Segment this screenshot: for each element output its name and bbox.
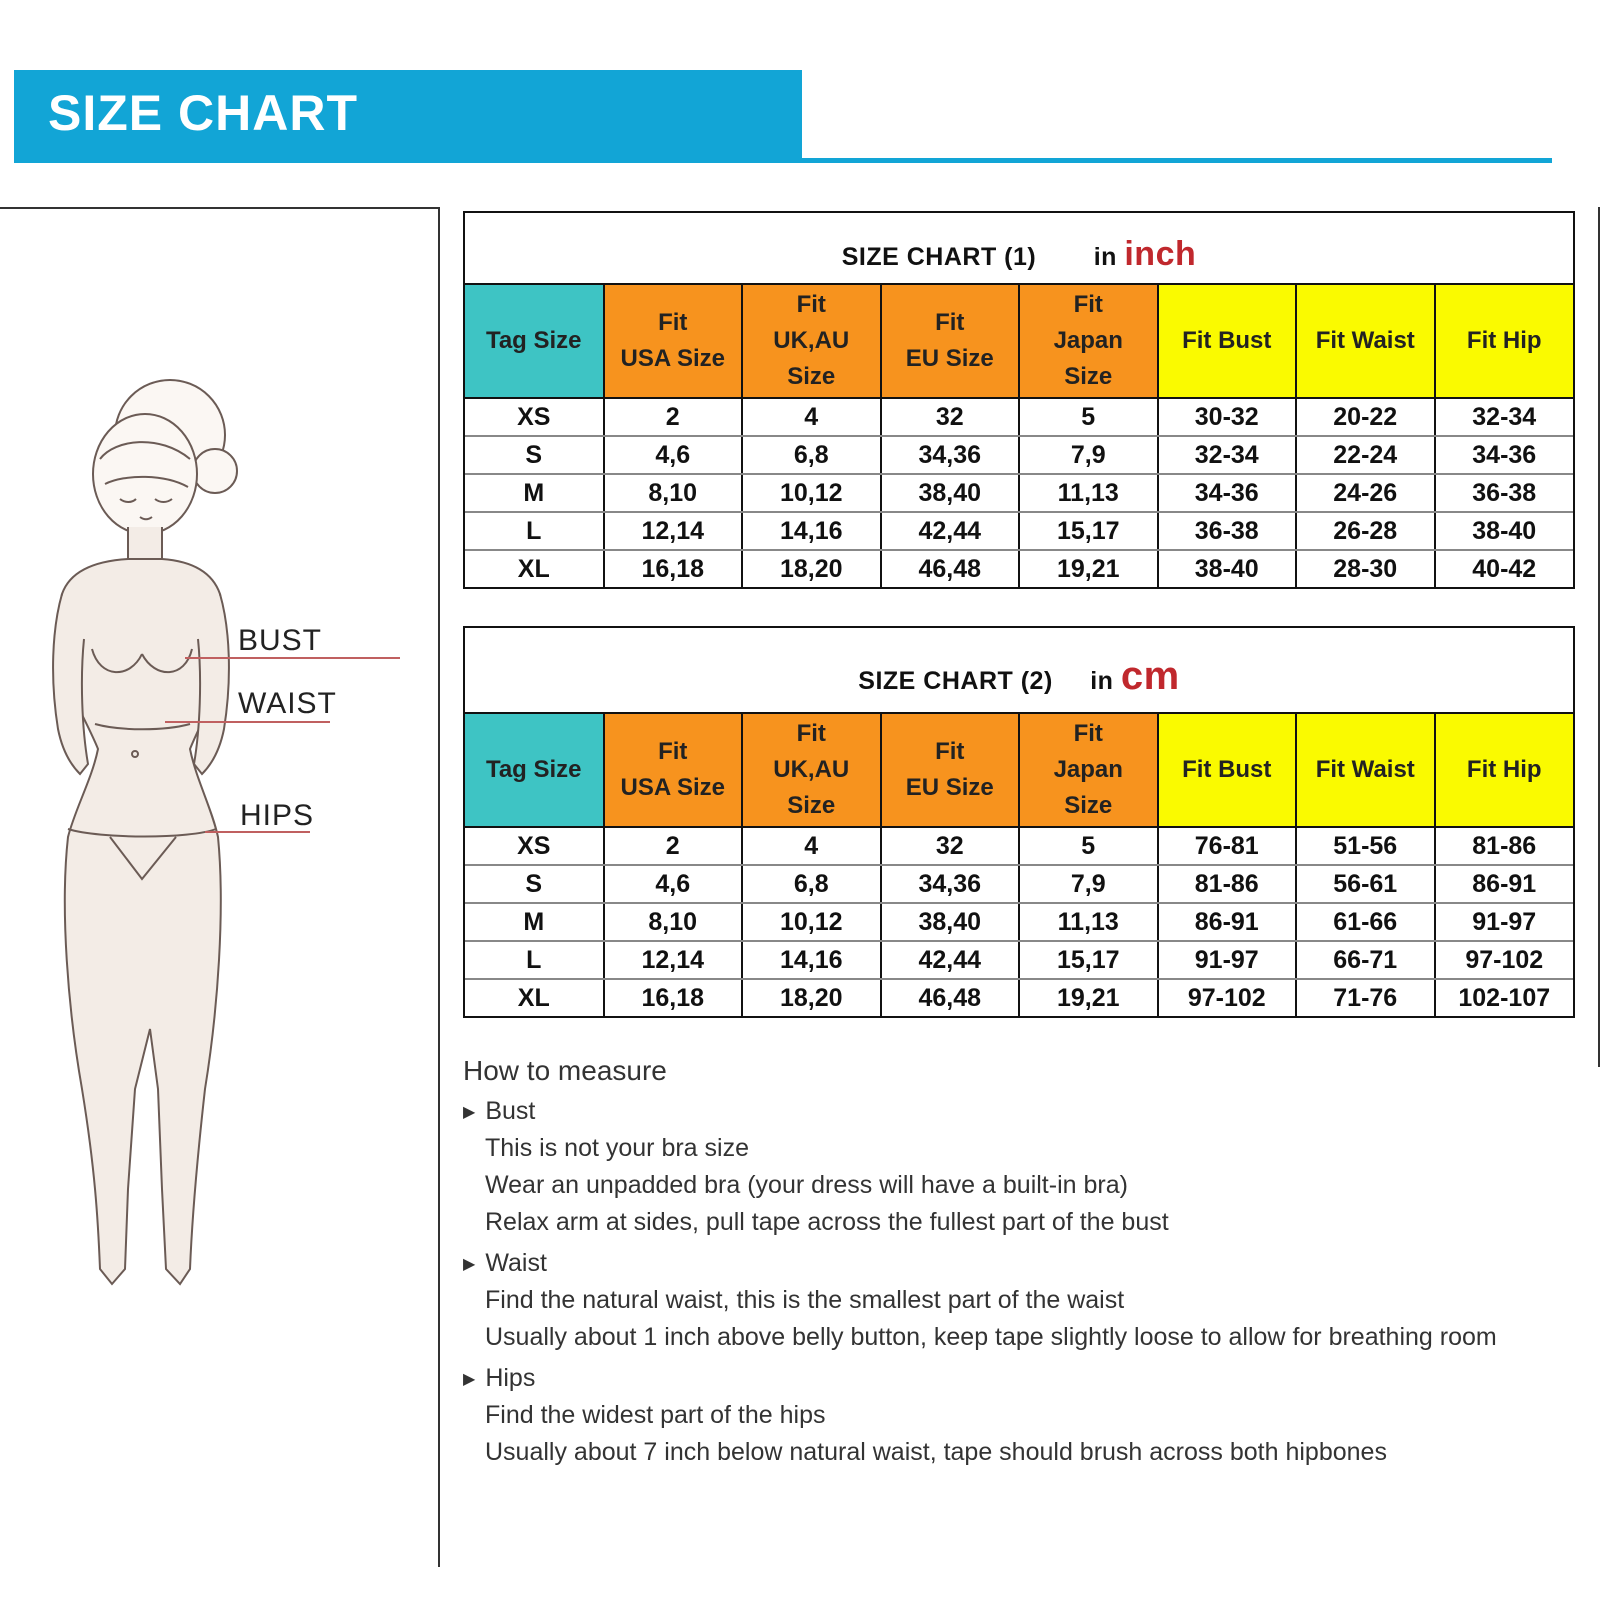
triangle-bullet-icon: ▶	[463, 1104, 476, 1122]
table-cell: 7,9	[1019, 865, 1158, 903]
column-header-line: UK,AU	[773, 756, 850, 783]
table-cell: 8,10	[604, 474, 743, 512]
column-header-line: Size	[1064, 792, 1113, 819]
table-cell: 91-97	[1158, 941, 1297, 979]
chart-title: SIZE CHART (1)	[841, 243, 1037, 271]
table-cell: 32	[881, 827, 1020, 865]
table-cell: XL	[465, 550, 604, 587]
hips-label: HIPS	[240, 799, 315, 832]
table-cell: 38,40	[881, 474, 1020, 512]
measure-instruction: Find the natural waist, this is the smallest part of the waist	[485, 1286, 1125, 1314]
table-cell: 4,6	[604, 436, 743, 474]
column-header-line: Fit	[1073, 720, 1103, 747]
column-header-line: Fit	[658, 738, 688, 765]
table-row	[465, 865, 1573, 903]
table-cell: 32-34	[1435, 398, 1574, 436]
column-header	[604, 714, 743, 827]
table-cell: 38-40	[1158, 550, 1297, 587]
table-cell: 34-36	[1435, 436, 1574, 474]
column-header	[742, 285, 881, 398]
column-header-line: USA Size	[620, 774, 725, 801]
table-cell: 4,6	[604, 865, 743, 903]
body-figure-panel	[0, 207, 440, 1567]
table-cell: L	[465, 512, 604, 550]
table-cell: 97-102	[1158, 979, 1297, 1016]
measure-instruction: Relax arm at sides, pull tape across the fullest part of the bust	[485, 1208, 1169, 1236]
column-header-line: Size	[787, 792, 836, 819]
table-cell: 36-38	[1435, 474, 1574, 512]
chart-title-row	[465, 628, 1573, 714]
column-header	[1019, 285, 1158, 398]
table-cell: 14,16	[742, 512, 881, 550]
table-cell: 12,14	[604, 512, 743, 550]
table-cell: XL	[465, 979, 604, 1016]
table-cell: 51-56	[1296, 827, 1435, 865]
column-header-line: Size	[787, 363, 836, 390]
column-header	[1296, 714, 1435, 827]
size-chart-inch	[463, 211, 1575, 589]
table-cell: 15,17	[1019, 941, 1158, 979]
table-cell: 36-38	[1158, 512, 1297, 550]
header-row	[465, 714, 1573, 827]
table-row	[465, 903, 1573, 941]
table-cell: 42,44	[881, 941, 1020, 979]
measure-instruction: Find the widest part of the hips	[485, 1401, 826, 1429]
table-row	[465, 398, 1573, 436]
banner-underline	[14, 158, 1552, 163]
table-cell: 32	[881, 398, 1020, 436]
table-cell: 10,12	[742, 903, 881, 941]
table-cell: 56-61	[1296, 865, 1435, 903]
table-cell: 102-107	[1458, 983, 1551, 1012]
column-header	[1158, 285, 1297, 398]
table-cell: 14,16	[742, 941, 881, 979]
table-cell: 4	[742, 827, 881, 865]
measure-section-title	[463, 1364, 1601, 1393]
table-row	[465, 979, 1573, 1016]
table-cell: 2	[604, 827, 743, 865]
table-cell: 6,8	[742, 865, 881, 903]
bust-label: BUST	[238, 624, 323, 657]
column-header-line: Fit Bust	[1182, 756, 1272, 783]
table-cell: 10,12	[742, 474, 881, 512]
measure-sections	[463, 1097, 1601, 1471]
chart-title: SIZE CHART (2)	[858, 667, 1053, 695]
right-panel-border	[1598, 207, 1600, 1067]
column-header-line: Fit Waist	[1315, 327, 1415, 354]
column-header-line: USA Size	[620, 345, 725, 372]
measure-section-bust	[463, 1097, 1601, 1241]
column-header-line: EU Size	[905, 774, 994, 801]
table-cell: 16,18	[604, 979, 743, 1016]
table-row	[465, 436, 1573, 474]
triangle-bullet-icon: ▶	[463, 1371, 476, 1389]
column-header-line: Fit Hip	[1466, 756, 1542, 783]
size-table	[465, 285, 1573, 587]
measure-section-title	[463, 1097, 1601, 1126]
column-header-line: Fit Waist	[1315, 756, 1415, 783]
measure-instruction: Wear an unpadded bra (your dress will have a built-in bra)	[485, 1171, 1128, 1199]
column-header-line: Fit Bust	[1182, 327, 1272, 354]
column-header-line: Japan	[1053, 756, 1123, 783]
measure-instruction: This is not your bra size	[485, 1134, 749, 1162]
table-cell: 30-32	[1158, 398, 1297, 436]
table-cell: 34-36	[1158, 474, 1297, 512]
unit-prefix: in	[1093, 243, 1117, 271]
table-cell: 11,13	[1019, 903, 1158, 941]
how-to-measure-heading: How to measure	[463, 1055, 667, 1086]
table-cell: 24-26	[1296, 474, 1435, 512]
table-row	[465, 827, 1573, 865]
table-cell: 86-91	[1435, 865, 1574, 903]
table-cell: 38,40	[881, 903, 1020, 941]
table-cell: 91-97	[1435, 903, 1574, 941]
column-header-line: Size	[1064, 363, 1113, 390]
table-cell: 34,36	[881, 436, 1020, 474]
triangle-bullet-icon: ▶	[463, 1256, 476, 1274]
column-header-line: Tag Size	[485, 756, 582, 783]
table-cell: 8,10	[604, 903, 743, 941]
column-header	[465, 714, 604, 827]
unit-label: inch	[1124, 235, 1197, 273]
table-cell: 81-86	[1435, 827, 1574, 865]
table-cell: 18,20	[742, 550, 881, 587]
column-header	[604, 285, 743, 398]
column-header	[742, 714, 881, 827]
table-cell: 19,21	[1019, 979, 1158, 1016]
table-cell: 32-34	[1158, 436, 1297, 474]
column-header-line: Fit	[935, 738, 965, 765]
column-header	[1435, 714, 1574, 827]
table-cell: 28-30	[1296, 550, 1435, 587]
table-cell: 46,48	[881, 979, 1020, 1016]
table-cell: M	[465, 903, 604, 941]
measure-section-hips	[463, 1364, 1601, 1471]
table-cell: 76-81	[1158, 827, 1297, 865]
table-cell: 12,14	[604, 941, 743, 979]
measure-section-label: Waist	[485, 1249, 547, 1277]
table-cell: 38-40	[1435, 512, 1574, 550]
table-cell: 15,17	[1019, 512, 1158, 550]
column-header-line: Fit Hip	[1466, 327, 1542, 354]
table-cell: 66-71	[1296, 941, 1435, 979]
column-header-line: UK,AU	[773, 327, 850, 354]
table-cell: 2	[604, 398, 743, 436]
table-cell: XS	[465, 398, 604, 436]
waist-label: WAIST	[238, 687, 337, 720]
table-row	[465, 941, 1573, 979]
table-cell: 18,20	[742, 979, 881, 1016]
measure-section-waist	[463, 1249, 1601, 1356]
table-cell: 22-24	[1296, 436, 1435, 474]
table-cell: M	[465, 474, 604, 512]
measure-instruction: Usually about 1 inch above belly button, keep tape slightly loose to allow for breathing room	[485, 1323, 1497, 1351]
measure-instruction: Usually about 7 inch below natural waist, tape should brush across both hipbones	[485, 1438, 1387, 1466]
table-cell: 20-22	[1296, 398, 1435, 436]
table-cell: 86-91	[1158, 903, 1297, 941]
column-header	[1019, 714, 1158, 827]
table-cell: 97-102	[1435, 941, 1574, 979]
table-cell: 81-86	[1158, 865, 1297, 903]
size-chart-cm	[463, 626, 1575, 1018]
table-cell: 11,13	[1019, 474, 1158, 512]
table-cell: 46,48	[881, 550, 1020, 587]
column-header-line: Tag Size	[485, 327, 582, 354]
column-header	[881, 714, 1020, 827]
column-header	[1158, 714, 1297, 827]
table-row	[465, 512, 1573, 550]
column-header-line: Fit	[1073, 291, 1103, 318]
chart-title-row	[465, 213, 1573, 285]
table-cell: 7,9	[1019, 436, 1158, 474]
size-table	[465, 714, 1573, 1016]
unit-prefix: in	[1090, 667, 1114, 695]
column-header-line: EU Size	[905, 345, 994, 372]
table-cell: S	[465, 436, 604, 474]
table-row	[465, 474, 1573, 512]
table-cell: 16,18	[604, 550, 743, 587]
table-cell: 71-76	[1296, 979, 1435, 1016]
column-header-line: Fit	[796, 291, 826, 318]
banner-title: SIZE CHART	[48, 85, 358, 141]
table-cell: 4	[742, 398, 881, 436]
column-header-line: Fit	[796, 720, 826, 747]
table-cell: 26-28	[1296, 512, 1435, 550]
measure-section-title	[463, 1249, 1601, 1278]
table-cell: 40-42	[1472, 554, 1537, 583]
table-cell: XS	[465, 827, 604, 865]
measure-section-label: Hips	[485, 1364, 536, 1392]
table-cell: 5	[1019, 398, 1158, 436]
body-figure-illustration	[0, 209, 438, 1567]
size-chart-banner	[14, 70, 802, 162]
table-cell: L	[465, 941, 604, 979]
column-header-line: Fit	[935, 309, 965, 336]
column-header-line: Japan	[1053, 327, 1123, 354]
measure-section-label: Bust	[485, 1097, 536, 1125]
table-cell: 6,8	[742, 436, 881, 474]
how-to-measure	[463, 1055, 1601, 1479]
table-cell: S	[465, 865, 604, 903]
table-row	[465, 550, 1573, 587]
column-header	[465, 285, 604, 398]
header-row	[465, 285, 1573, 398]
unit-label: cm	[1120, 654, 1180, 698]
column-header-line: Fit	[658, 309, 688, 336]
table-cell: 5	[1019, 827, 1158, 865]
column-header	[1435, 285, 1574, 398]
table-body	[465, 827, 1573, 1016]
column-header	[1296, 285, 1435, 398]
table-cell: 34,36	[881, 865, 1020, 903]
table-body	[465, 398, 1573, 587]
table-cell: 42,44	[881, 512, 1020, 550]
column-header	[881, 285, 1020, 398]
table-cell: 19,21	[1019, 550, 1158, 587]
table-cell: 61-66	[1296, 903, 1435, 941]
